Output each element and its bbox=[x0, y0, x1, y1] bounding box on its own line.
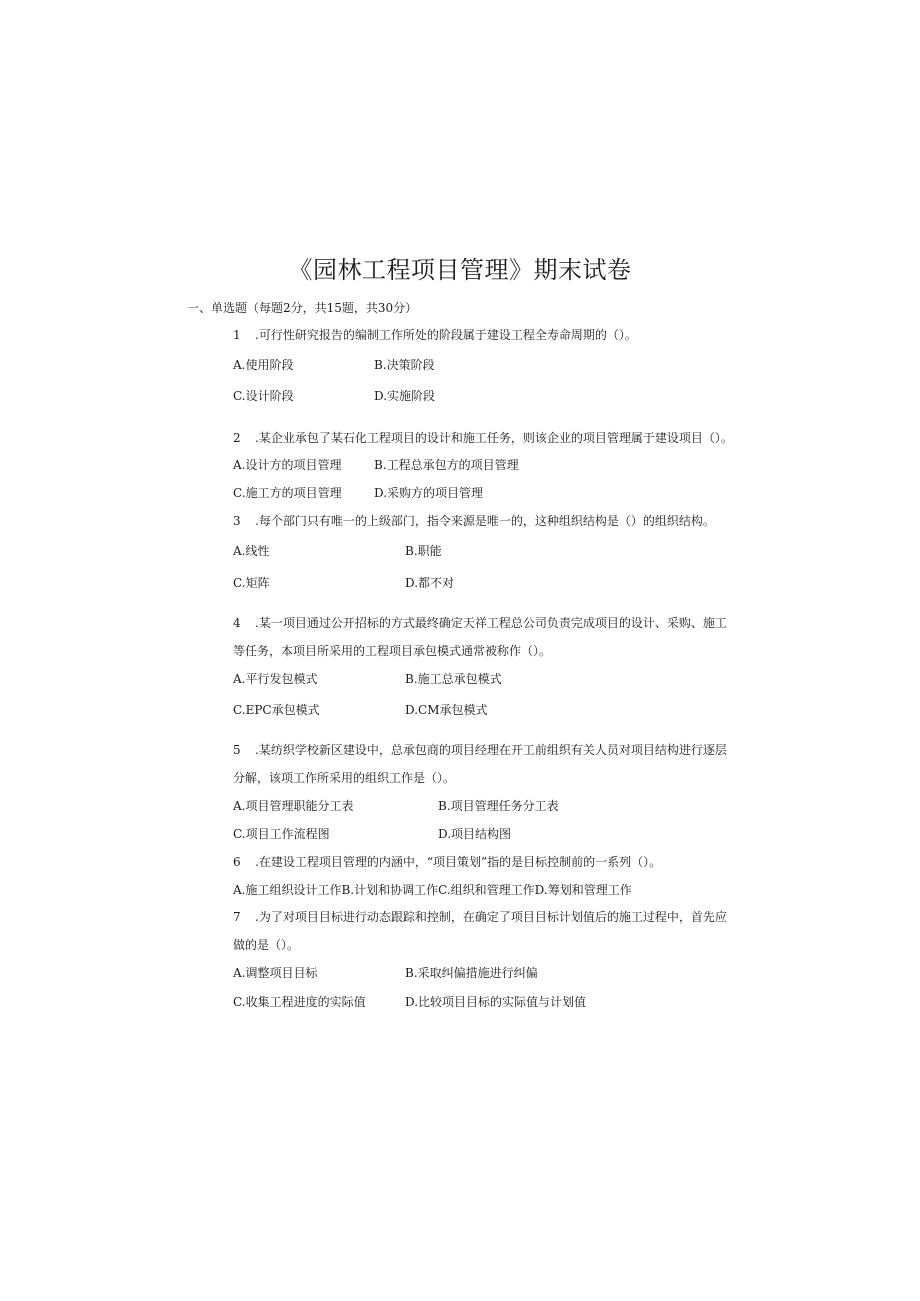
question-number: 3 bbox=[233, 514, 241, 528]
question-4 bbox=[233, 615, 727, 631]
question-number: 6 bbox=[233, 855, 241, 869]
option-c: C.EPC承包模式 bbox=[233, 703, 320, 717]
question-text: .为了对项目目标进行动态跟踪和控制，在确定了项目目标计划值后的施工过程中，首先应 bbox=[255, 910, 727, 924]
exam-title: 《园林工程项目管理》期末试卷 bbox=[288, 256, 632, 284]
option-c: C.施工方的项目管理 bbox=[233, 486, 342, 500]
question-text: .某企业承包了某石化工程项目的设计和施工任务，则该企业的项目管理属于建设项目（）。 bbox=[255, 431, 733, 445]
option-a: A.使用阶段 bbox=[233, 358, 294, 372]
option-b: B.采取纠偏措施进行纠偏 bbox=[405, 966, 538, 980]
question-number: 2 bbox=[233, 431, 241, 445]
option-d: D.实施阶段 bbox=[374, 389, 436, 403]
option-d: D.项目结构图 bbox=[438, 827, 512, 841]
question-text: .可行性研究报告的编制工作所处的阶段属于建设工程全寿命周期的（）。 bbox=[255, 328, 637, 342]
question-number: 1 bbox=[233, 328, 241, 342]
question-text: .在建设工程项目管理的内涵中，“项目策划”指的是目标控制前的一系列（）。 bbox=[255, 855, 662, 869]
question-7 bbox=[233, 909, 727, 925]
option-d: D.比较项目目标的实际值与计划值 bbox=[405, 995, 587, 1009]
question-2 bbox=[233, 430, 733, 446]
option-d: D.CM承包模式 bbox=[405, 703, 488, 717]
question-3 bbox=[233, 513, 715, 529]
option-d: D.都不对 bbox=[405, 576, 455, 590]
option-c: C.收集工程进度的实际值 bbox=[233, 995, 366, 1009]
option-b: B.施工总承包模式 bbox=[405, 672, 502, 686]
question-number: 5 bbox=[233, 743, 241, 757]
option-c: C.矩阵 bbox=[233, 576, 270, 590]
option-b: B.决策阶段 bbox=[374, 358, 435, 372]
option-a: A.项目管理职能分工表 bbox=[233, 799, 354, 813]
question-1 bbox=[233, 327, 637, 343]
option-a: A.设计方的项目管理 bbox=[233, 458, 342, 472]
question-7-continued: 做的是（）。 bbox=[233, 938, 300, 952]
question-6-options: A.施工组织设计工作B.计划和协调工作C.组织和管理工作D.筹划和管理工作 bbox=[233, 883, 632, 897]
option-c: C.设计阶段 bbox=[233, 389, 294, 403]
option-c: C.项目工作流程图 bbox=[233, 827, 330, 841]
option-a: A.平行发包模式 bbox=[233, 672, 318, 686]
question-text: .某纺织学校新区建设中，总承包商的项目经理在开工前组织有关人员对项目结构进行逐层 bbox=[255, 743, 727, 757]
question-6 bbox=[233, 854, 661, 870]
option-d: D.采购方的项目管理 bbox=[374, 486, 484, 500]
question-text: .某一项目通过公开招标的方式最终确定天祥工程总公司负责完成项目的设计、采购、施工 bbox=[255, 616, 727, 630]
question-5-continued: 分解，该项工作所采用的组织工作是（）。 bbox=[233, 771, 456, 785]
question-4-continued: 等任务，本项目所采用的工程项目承包模式通常被称作（）。 bbox=[233, 644, 552, 658]
option-b: B.项目管理任务分工表 bbox=[438, 799, 559, 813]
question-number: 7 bbox=[233, 910, 241, 924]
option-b: B.工程总承包方的项目管理 bbox=[374, 458, 519, 472]
question-text: .每个部门只有唯一的上级部门，指令来源是唯一的，这种组织结构是（）的组织结构。 bbox=[255, 514, 715, 528]
question-number: 4 bbox=[233, 616, 241, 630]
question-5 bbox=[233, 742, 727, 758]
option-a: A.调整项目目标 bbox=[233, 966, 318, 980]
option-b: B.职能 bbox=[405, 544, 442, 558]
section-heading: 一、单选题（每题2分，共15题，共30分） bbox=[187, 301, 418, 315]
option-a: A.线性 bbox=[233, 544, 270, 558]
